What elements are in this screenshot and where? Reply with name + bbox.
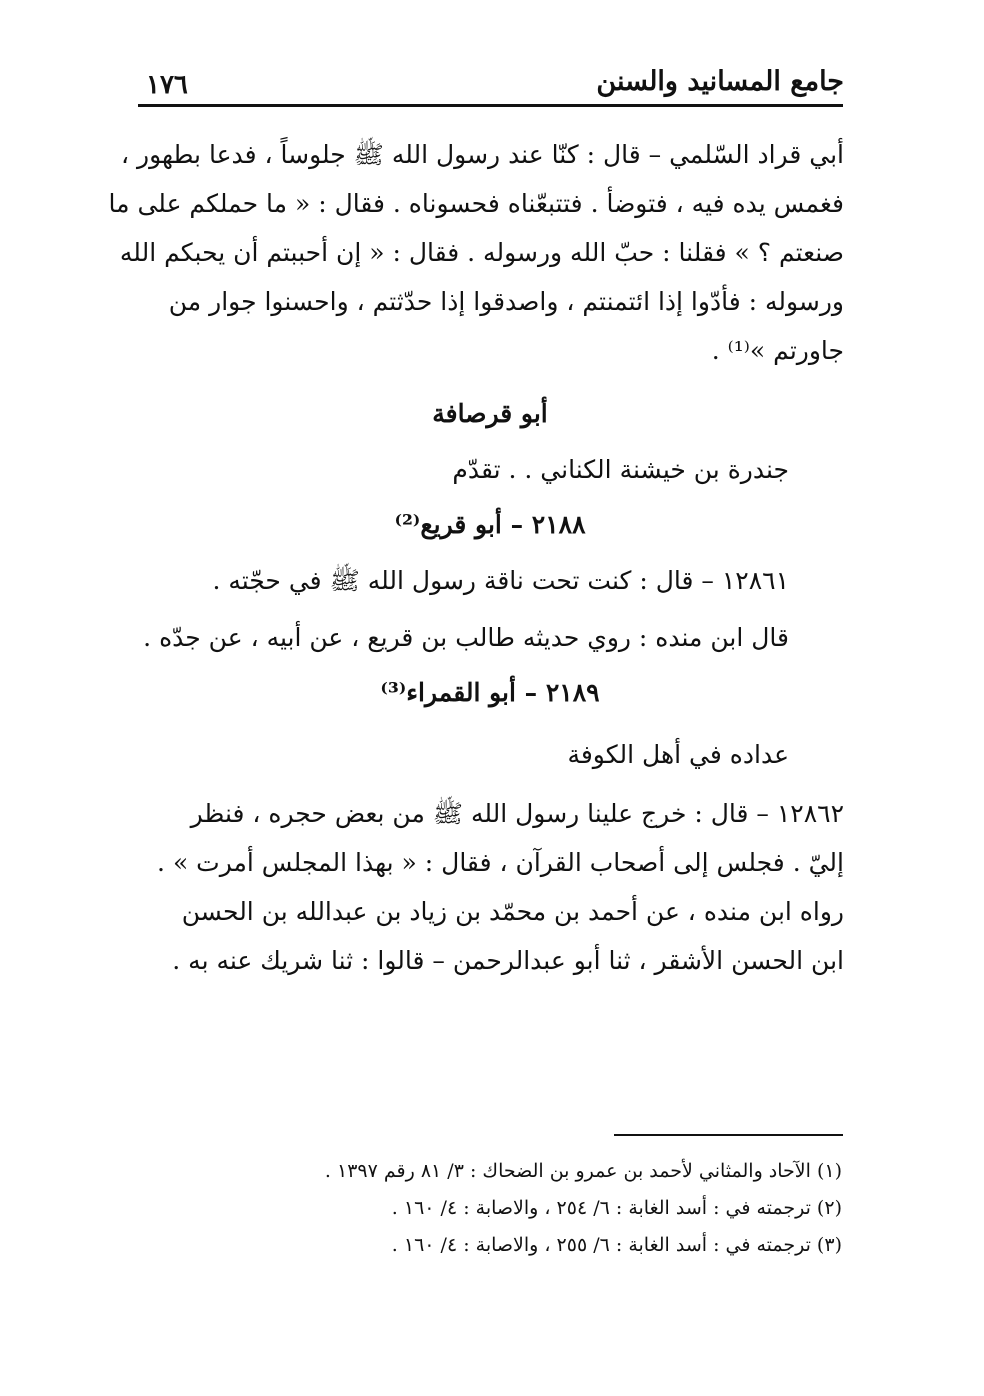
footnote-3: (٣) ترجمته في : أسد الغابة : ٦/ ٢٥٥ ، والاصابة : ٤/ ١٦٠ . [391, 1234, 842, 1256]
text-line: صنعتم ؟ » فقلنا : حبّ الله ورسوله . فقال : « إن أحببتم أن يحبكم الله [119, 238, 844, 267]
text-line: ابن الحسن الأشقر ، ثنا أبو عبدالرحمن – قالوا : ثنا شريك عنه به . [172, 946, 844, 975]
footnote-1: (١) الآحاد والمثاني لأحمد بن عمرو بن الضحاك : ٣/ ٨١ رقم ١٣٩٧ . [324, 1160, 842, 1182]
main-text [108, 130, 844, 985]
entry-heading-2188: ٢١٨٨ – أبو قريع⁽²⁾ [394, 510, 586, 539]
footnotes [142, 1153, 842, 1264]
footnote-divider [614, 1134, 843, 1136]
paragraph-abu-qurad [108, 130, 844, 375]
text-line: جندرة بن خيشنة الكناني . . تقدّم [452, 455, 789, 484]
text-line: فغمس يده فيه ، فتوضأ . فتتبعّناه فحسوناه . فقال : « ما حملكم على ما [108, 189, 844, 218]
text-line: ورسوله : فأدّوا إذا ائتمنتم ، واصدقوا إذا حدّثتم ، واحسنوا جوار من [168, 287, 844, 316]
text-line: إليّ . فجلس إلى أصحاب القرآن ، فقال : « بهذا المجلس أمرت » . [157, 848, 844, 877]
section-heading-abu-qirsafa: أبو قرصافة [432, 399, 548, 428]
hadith-12861 [136, 556, 844, 605]
entry-heading-2189: ٢١٨٩ – أبو القمراء⁽³⁾ [380, 678, 600, 707]
footnote-2: (٢) ترجمته في : أسد الغابة : ٦/ ٢٥٤ ، والاصابة : ٤/ ١٦٠ . [391, 1197, 842, 1219]
page-number: ١٧٦ [146, 70, 188, 100]
hadith-12862 [136, 789, 844, 887]
text-line: ١٢٨٦١ – قال : كنت تحت ناقة رسول الله ﷺ في حجّته . [212, 566, 789, 595]
text-line: عداده في أهل الكوفة [567, 740, 789, 769]
header-divider [138, 104, 843, 107]
kufa-note [136, 730, 844, 779]
running-title: جامع المسانيد والسنن [596, 66, 844, 97]
text-line: ١٢٨٦٢ – قال : خرج علينا رسول الله ﷺ من بعض حجره ، فنظر [190, 799, 844, 828]
text-line: جاورتم »⁽¹⁾ . [711, 336, 844, 365]
text-line: رواه ابن منده ، عن أحمد بن محمّد بن زياد بن عبدالله بن الحسن [181, 897, 844, 926]
cross-reference-line [136, 445, 844, 494]
text-line: قال ابن منده : روي حديثه طالب بن قريع ، عن أبيه ، عن جدّه . [143, 623, 789, 652]
text-line: أبي قراد السّلمي – قال : كنّا عند رسول الله ﷺ جلوساً ، فدعا بطهور ، [121, 140, 844, 169]
riwaya-paragraph [136, 887, 844, 985]
ibn-mandah-note [136, 613, 844, 662]
